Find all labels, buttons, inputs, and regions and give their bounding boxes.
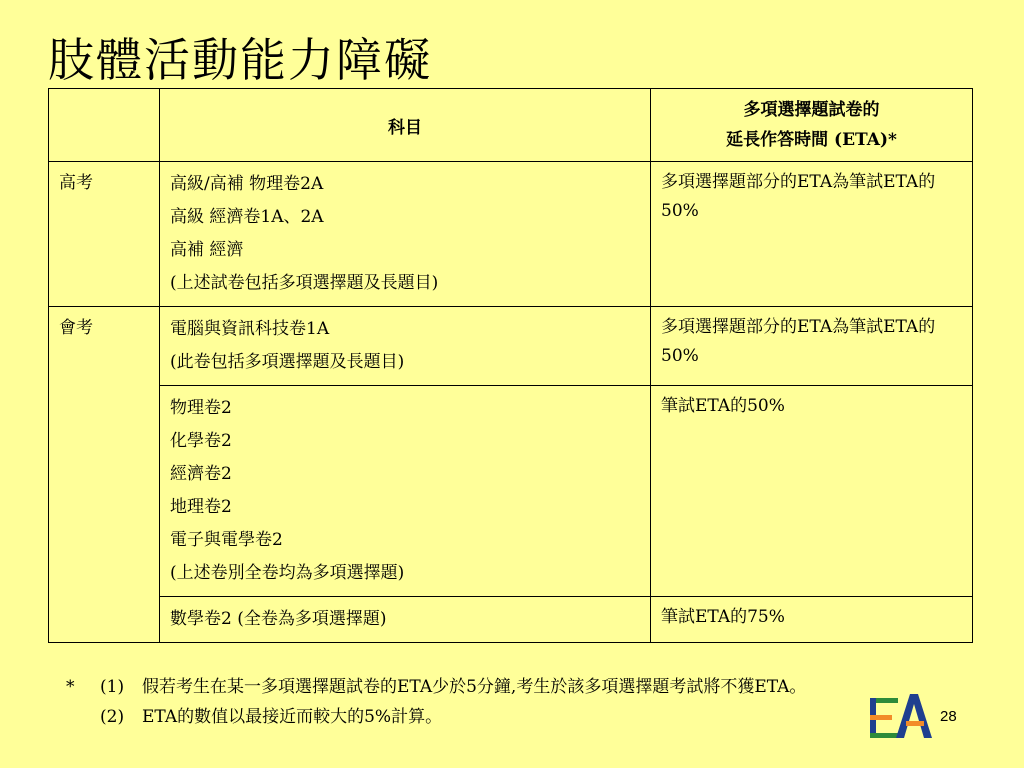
eta-text: 筆試ETA的50% [661,396,785,416]
subject-line: (上述卷別全卷均為多項選擇題) [170,563,405,583]
subject-line: 電腦與資訊科技卷1A [170,319,330,339]
subject-cell [160,386,651,597]
page-number: 28 [940,708,957,725]
table-row [49,307,973,386]
eta-cell [651,386,973,597]
eta-cell [651,597,973,643]
subject-line: (上述試卷包括多項選擇題及長題目) [170,273,439,293]
footnote-number: (2) [100,707,125,727]
subject-line: (此卷包括多項選擇題及長題目) [170,352,405,372]
ea-logo-icon [866,688,934,744]
exam-cell: 會考 [49,307,160,643]
eta-table [48,88,973,643]
subject-line: 高級/高補 物理卷2A [170,174,324,194]
table-header-row [49,89,973,162]
exam-cell: 高考 [49,162,160,307]
header-blank-cell [49,89,160,162]
subject-line: 化學卷2 [170,431,232,451]
table-row [49,386,973,597]
subject-line: 電子與電學卷2 [170,530,283,550]
header-subject: 科目 [160,89,651,162]
footnote-text: ETA的數值以最接近而較大的5%計算。 [142,707,443,727]
subject-line: 地理卷2 [170,497,232,517]
footnote-star: * [66,677,75,697]
subject-cell [160,597,651,643]
subject-line: 物理卷2 [170,398,232,418]
subject-line: 高級 經濟卷1A、2A [170,207,324,227]
subject-line: 數學卷2 (全卷為多項選擇題) [170,609,387,629]
header-eta [651,89,973,162]
subject-line: 經濟卷2 [170,464,232,484]
footnote-number: (1) [100,677,125,697]
table-row [49,597,973,643]
header-eta-line2: 延長作答時間 (ETA)* [726,130,897,150]
eta-text: 多項選擇題部分的ETA為筆試ETA的50% [661,317,936,366]
eta-text: 筆試ETA的75% [661,607,785,627]
footnote-text: 假若考生在某一多項選擇題試卷的ETA少於5分鐘,考生於該多項選擇題考試將不獲ETA。 [142,677,807,697]
page-title: 肢體活動能力障礙 [48,33,432,87]
subject-cell [160,307,651,386]
eta-text: 多項選擇題部分的ETA為筆試ETA的50% [661,172,936,221]
subject-line: 高補 經濟 [170,240,244,260]
subject-cell [160,162,651,307]
table-row [49,162,973,307]
eta-cell [651,162,973,307]
eta-cell [651,307,973,386]
header-eta-line1: 多項選擇題試卷的 [743,100,880,120]
footnote-item [66,702,932,732]
footnotes [66,672,932,732]
footnote-item [66,672,932,702]
